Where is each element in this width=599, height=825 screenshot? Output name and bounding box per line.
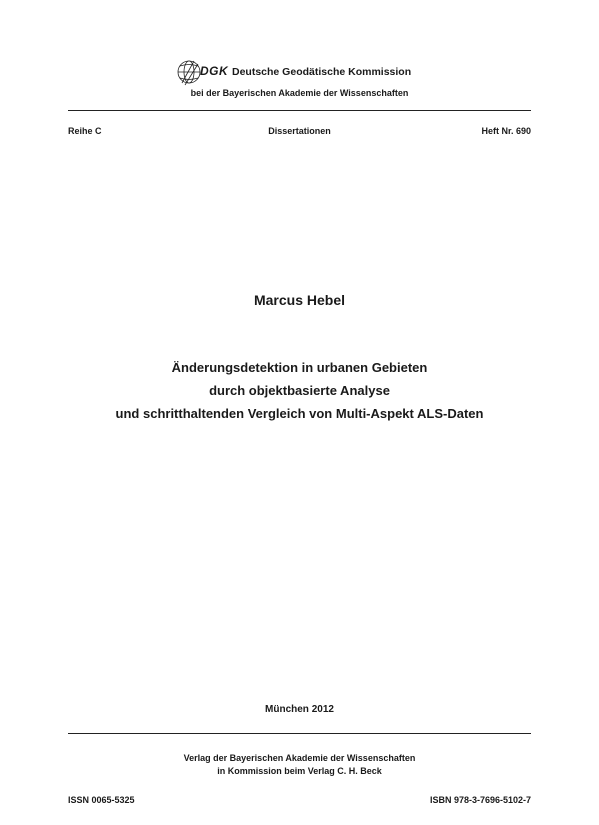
title-line: und schritthaltenden Vergleich von Multi-Aspekt ALS-Daten: [115, 406, 484, 421]
title-line: Änderungsdetektion in urbanen Gebieten: [171, 360, 428, 375]
author-name: Marcus Hebel: [253, 292, 346, 308]
issn: ISSN 0065-5325: [68, 795, 135, 805]
isbn: ISBN 978-3-7696-5102-7: [429, 795, 531, 805]
issue-number: Heft Nr. 690: [481, 126, 531, 136]
publisher-info: [0, 752, 599, 778]
org-name: Deutsche Geodätische Kommission: [232, 66, 412, 78]
title-line: durch objektbasierte Analyse: [209, 383, 390, 398]
doc-type-label: Dissertationen: [268, 126, 331, 136]
top-rule: [68, 110, 531, 111]
publisher-line: Verlag der Bayerischen Akademie der Wissenschaften: [183, 753, 416, 763]
org-subtitle: bei der Bayerischen Akademie der Wissenschaften: [190, 88, 409, 98]
bottom-rule: [68, 733, 531, 734]
publisher-line: in Kommission beim Verlag C. H. Beck: [217, 766, 382, 776]
logo-text: DGK: [200, 64, 229, 78]
place-year: München 2012: [265, 704, 334, 715]
series-label: Reihe C: [68, 126, 102, 136]
document-title: [0, 356, 599, 425]
